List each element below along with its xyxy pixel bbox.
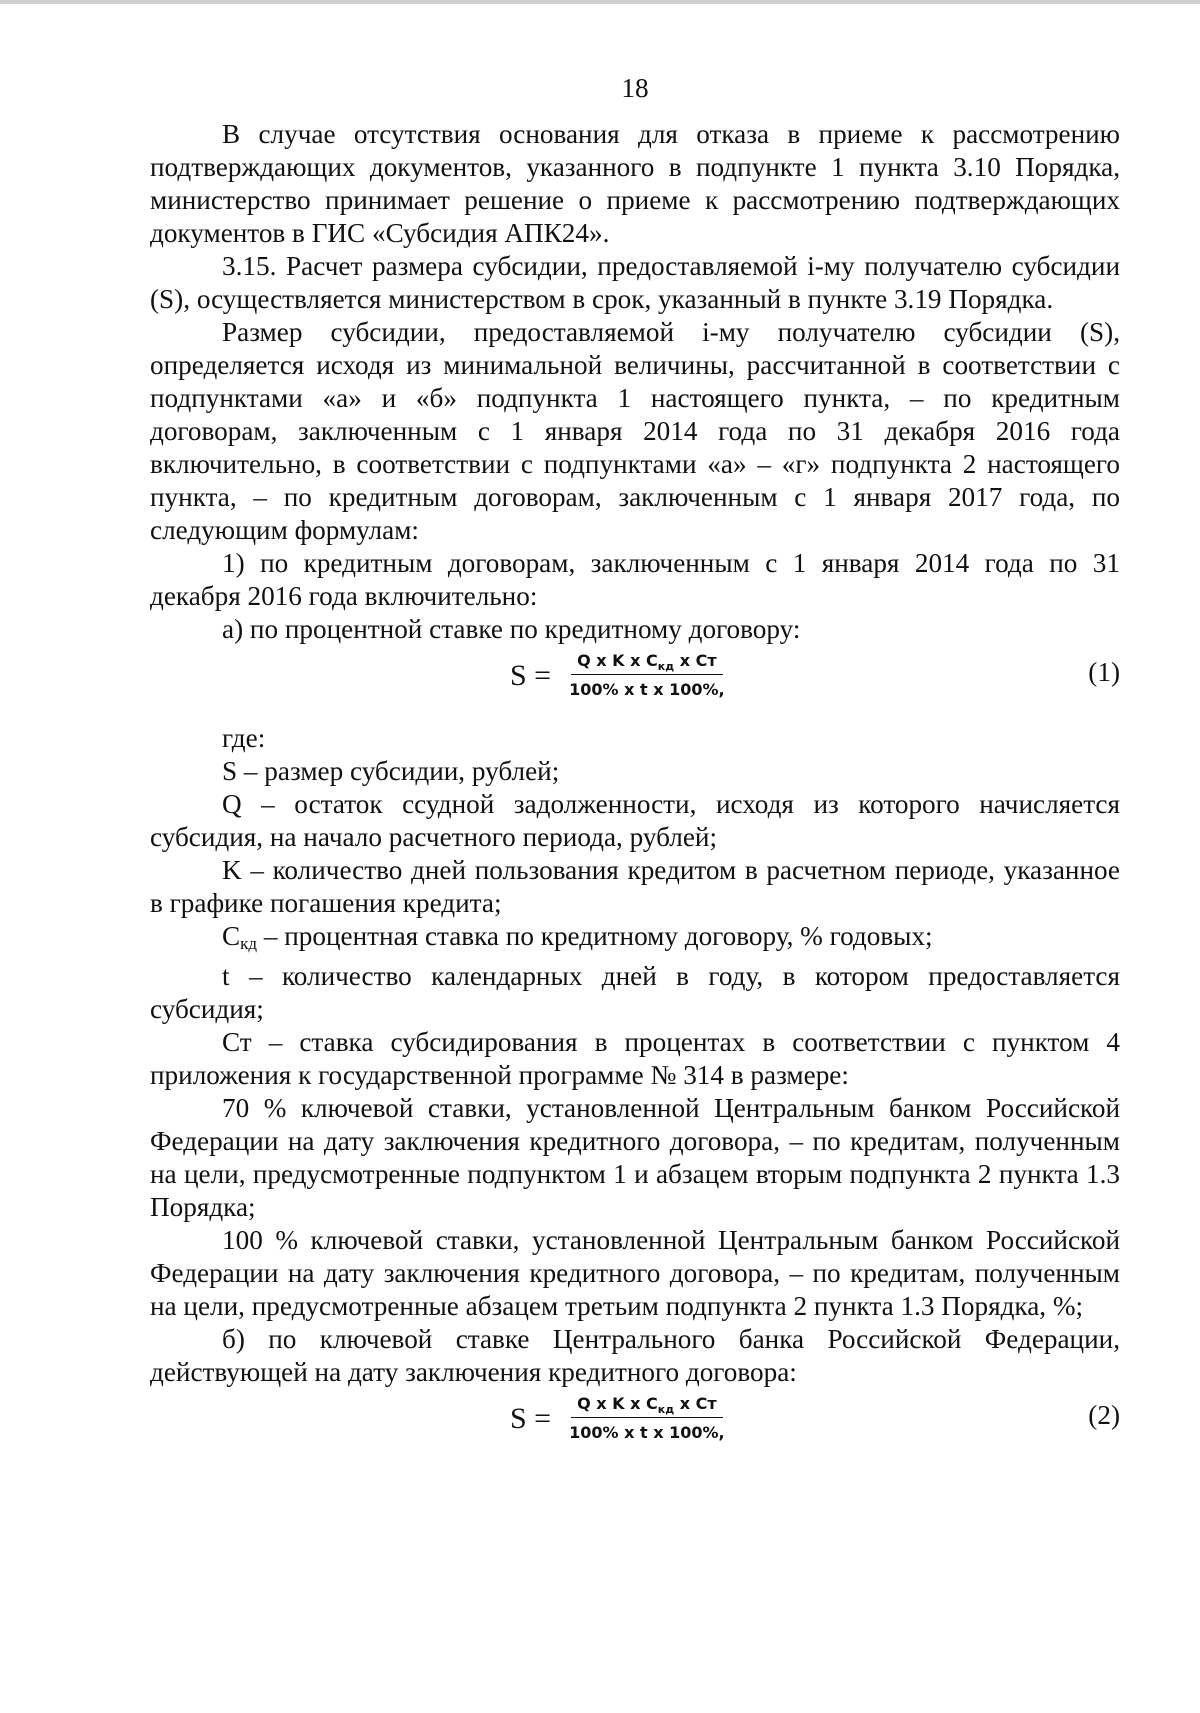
- formula-2-number: (2): [1088, 1400, 1120, 1430]
- formula-1-num-subscript: кд: [657, 660, 675, 674]
- where-label: где:: [222, 723, 266, 753]
- paragraph-no-rejection: В случае отсутствия основания для отказа в приеме к рассмотрению подтверждающих документов, указанного в подпункте 1 пункта 3.10 Порядка, министерство принимает решение о приеме к рассмотрению подтверждающих документов в ГИС «Субсидия АПК24».: [150, 119, 1120, 248]
- formula-1-den-text: 100% x t x 100%: [569, 680, 719, 699]
- paragraph-3-15: 3.15. Расчет размера субсидии, предоставляемой i-му получателю субсидии (S), осуществляется министерством в срок, указанный в пункте 3.19 Порядка.: [150, 251, 1120, 314]
- formula-2-lhs: S =: [510, 1402, 552, 1435]
- definition-ct: Ст – ставка субсидирования в процентах в соответствии с пунктом 4 приложения к государственной программе № 314 в размере:: [150, 1027, 1120, 1090]
- definition-c-subscript: кд: [240, 934, 258, 953]
- formula-1-row: [150, 646, 1120, 722]
- definition-rate-100: 100 % ключевой ставки, установленной Центральным банком Российской Федерации на дату заключения кредитного договора, – по кредитам, полученным на цели, предусмотренные абзацем третьим подпункта 2 пункта 1.3 Порядка, %;: [150, 1225, 1120, 1321]
- formula-1: [510, 650, 731, 701]
- formula-2-num-part-a: Q x K x C: [577, 1394, 658, 1413]
- paragraph-item-b: б) по ключевой ставке Центрального банка Российской Федерации, действующей на дату заключения кредитного договора:: [150, 1324, 1120, 1387]
- paragraph-item-a: а) по процентной ставке по кредитному договору:: [222, 614, 801, 644]
- formula-2: [510, 1393, 731, 1444]
- formula-2-den-text: 100% x t x 100%: [569, 1423, 719, 1442]
- paragraph-subsidy-size: Размер субсидии, предоставляемой i-му получателю субсидии (S), определяется исходя из минимальной величины, рассчитанной в соответствии с подпунктами «а» и «б» подпункта 1 настоящего пункта, – по кредитным договорам, заключенным с 1 января 2014 года по 31 декабря 2016 года включительно, в соответствии с подпунктами «а» – «г» подпункта 2 настоящего пункта, – по кредитным договорам, заключенным с 1 января 2017 года, по следующим формулам:: [150, 317, 1120, 545]
- paragraph-item-1: 1) по кредитным договорам, заключенным с 1 января 2014 года по 31 декабря 2016 года включительно:: [150, 548, 1120, 611]
- definition-rate-70: 70 % ключевой ставки, установленной Центральным банком Российской Федерации на дату заключения кредитного договора, – по кредитам, полученным на цели, предусмотренные подпунктом 1 и абзацем вторым подпункта 2 пункта 1.3 Порядка;: [150, 1093, 1120, 1222]
- definition-k: K – количество дней пользования кредитом в расчетном периоде, указанное в графике погашения кредита;: [150, 855, 1120, 918]
- page-number: 18: [621, 73, 649, 103]
- formula-1-number: (1): [1088, 657, 1120, 687]
- formula-1-fraction: [563, 650, 731, 701]
- formula-2-numerator: [571, 1393, 723, 1418]
- formula-2-row: [150, 1389, 1120, 1465]
- formula-1-num-part-b: x Ст: [674, 651, 717, 670]
- formula-2-num-part-b: x Ст: [674, 1394, 717, 1413]
- definition-s: S – размер субсидии, рублей;: [222, 756, 560, 786]
- formula-1-denominator: [563, 675, 731, 701]
- formula-1-lhs: S =: [510, 659, 552, 692]
- definition-c-symbol: С: [222, 921, 241, 951]
- definition-t: t – количество календарных дней в году, в котором предоставляется субсидия;: [150, 961, 1120, 1024]
- formula-1-numerator: [571, 650, 723, 675]
- formula-2-tail: ,: [718, 1423, 725, 1442]
- definition-c: [150, 920, 1120, 960]
- formula-2-num-subscript: кд: [657, 1403, 675, 1417]
- formula-1-num-part-a: Q x K x C: [577, 651, 658, 670]
- formula-2-fraction: [563, 1393, 731, 1444]
- document-body: [150, 118, 1120, 1465]
- formula-1-tail: ,: [718, 680, 725, 699]
- formula-2-denominator: [563, 1418, 731, 1444]
- definition-c-text: – процентная ставка по кредитному договору, % годовых;: [257, 921, 933, 951]
- definition-q: Q – остаток ссудной задолженности, исходя из которого начисляется субсидия, на начало расчетного периода, рублей;: [150, 789, 1120, 852]
- scan-top-edge: [0, 0, 1200, 4]
